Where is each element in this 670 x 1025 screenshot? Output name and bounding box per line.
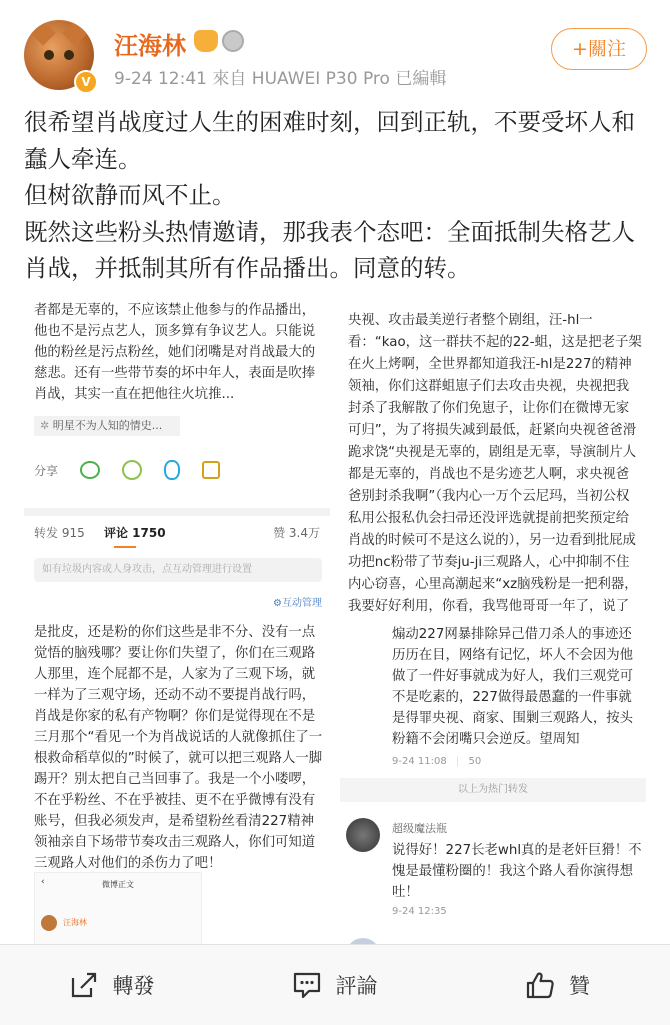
- link-text: 明星不为人知的情史...: [52, 419, 163, 432]
- mini-title: 微博正文: [102, 880, 134, 889]
- screenshot-top-left: [24, 296, 330, 614]
- link-card: [34, 416, 180, 436]
- comment-placeholder: 如有垃圾内容或人身攻击，点互动管理进行设置: [42, 564, 252, 575]
- post-meta: 9-24 12:41 來自 HUAWEI P30 Pro 已編輯: [114, 69, 447, 89]
- comment-input-hint: [34, 558, 322, 582]
- tab-like: 赞 3.4万: [273, 526, 320, 540]
- comment-icon: [292, 970, 322, 1000]
- comment-text: 说得好！227长老whl真的是老奸巨猾！不愧是最懂粉圈的！我这个路人看你演得想吐！: [392, 843, 642, 900]
- mgmt-icon: ⚙: [273, 598, 282, 609]
- screenshot-text: 煽动227网暴排除异己借刀杀人的事迹还历历在目，网络有记忆，坏人不会因为他做了一件好事就成为好人，我们三观党可不是吃素的，227做得最愚蠢的一件事就是得罪央视、商家、围剿三观路人，按头粉籍不会闭嘴只会逆反。望周知: [392, 627, 634, 747]
- link-icon: ✲: [40, 419, 53, 432]
- verified-badge-icon: V: [74, 70, 98, 94]
- username[interactable]: 汪海林: [114, 32, 186, 60]
- share-row: [34, 458, 324, 482]
- qq-icon: [164, 460, 180, 480]
- mini-back-icon: ‹: [41, 877, 45, 887]
- like-button[interactable]: [446, 945, 669, 1025]
- post-body: [24, 104, 648, 287]
- screenshot-bottom-left: [24, 620, 330, 946]
- repost-icon: [69, 970, 99, 1000]
- mini-name: 汪海林: [63, 918, 87, 927]
- crown-badge-icon: [194, 30, 218, 52]
- screenshot-top-right: [344, 296, 646, 614]
- mini-avatar: [41, 915, 57, 931]
- hot-label: 以上为热门转发: [458, 784, 528, 795]
- tab-divider: [24, 508, 330, 516]
- post-header: [0, 0, 670, 92]
- comment-time: 9-24 12:35: [392, 906, 447, 917]
- comment-label: 評論: [335, 974, 378, 998]
- like-label: 贊: [569, 974, 590, 998]
- repost-time: 9-24 11:08: [392, 756, 447, 767]
- tab-bar: [34, 524, 320, 544]
- thumbs-up-icon: [525, 970, 555, 1000]
- post-line: 很希望肖战度过人生的困难时刻，回到正轨，不要受坏人和蠢人牵连。: [24, 108, 635, 173]
- mini-screenshot: [34, 872, 202, 946]
- screenshot-bottom-right: [340, 620, 646, 946]
- post-line: 既然这些粉头热情邀请，那我表个态吧：全面抵制失格艺人肖战，并抵制其所有作品播出。同意的转。: [24, 217, 635, 282]
- post-line: 但树欲静而风不止。: [24, 181, 236, 209]
- repost-button[interactable]: [0, 945, 223, 1025]
- commenter-name: 超级魔法瓶: [392, 822, 447, 835]
- repost-meta: 9-24 11:08 | 50: [392, 756, 482, 767]
- attached-image[interactable]: [24, 296, 646, 946]
- medal-badge-icon: [222, 30, 244, 52]
- hot-divider: [340, 778, 646, 802]
- repost-likes: 50: [468, 756, 482, 767]
- share-label: 分享: [34, 463, 59, 478]
- mini-titlebar: [35, 879, 201, 890]
- commenter-avatar: [346, 818, 380, 852]
- screenshot-text: 是批皮，还是粉的你们这些是非不分、没有一点觉悟的脑残哪？要让你们失望了，你们在三观路人那里，连个屁都不是，人家为了三观下场，就一样为了三观守场，还动不动不要提肖战行吗，肖战是你家的私有产物啊？你们是觉得现在不是三月那个“看见一个为肖战说话的人就像抓住了一根救命稻草似的”时候了，就可以把三观路人一脚踢开？别太把自己当回事了。我是一个小喽啰，不在乎粉丝、不在乎被挂、更不在乎微博有没有账号，但我必须发声，是希望粉丝看清227精神领袖亲自下场带节奏攻击三观路人，你们可知道三观路人对他们的杀伤力了吧！: [34, 625, 323, 871]
- interaction-mgmt-link: [273, 594, 322, 609]
- tab-repost: 转发 915: [34, 526, 85, 540]
- wechat-icon: [80, 461, 100, 479]
- action-bar: [0, 944, 670, 1025]
- repost-label: 轉發: [112, 974, 155, 998]
- screenshot-text: 央视、攻击最美逆行者整个剧组，汪-hl一看：“kao，这一群扶不起的22-蛆，这是把老子架在火上烤啊，全世界都知道我汪-hl是227的精神领袖，你们这群蛆崽子们去攻击央视，央视把我封杀了我解散了你们免崽子，让你们在微博无家可归”，为了将损失减到最低，赶紧向央视爸爸滑跪求饶“央视是无辜的，剧组是无辜，导演制片人都是无辜的，肖战也不是劣迹艺人啊，求央视爸爸别封杀我啊”（我内心一万个云尼玛，当初公权私用公报私仇会扫帚还没评选就提前把奖预定给肖战的时候可不是这么说的），另一边看到批屁成功把nc粉带了节奏ju-ji三观路人，心中抑制不住内心窃喜，心里高潮起来“xz脑残粉是一把利器，我要好好利用，你看，我骂他哥哥一年了，说了: [348, 313, 642, 614]
- moments-icon: [122, 460, 142, 480]
- chart-share-icon: [202, 461, 220, 479]
- tab-comment: 评论 1750: [104, 526, 166, 540]
- follow-button[interactable]: +關注: [551, 28, 647, 70]
- comment-button[interactable]: [223, 945, 446, 1025]
- screenshot-text: 者都是无辜的，不应该禁止他参与的作品播出，他也不是污点艺人，顶多算有争议艺人。只能说他的粉丝是污点粉丝，她们闭嘴是对肖战最大的慈悲。还有一些带节奏的坏中年人，表面是吹捧肖战，其实一直在把他往火坑推...: [34, 303, 316, 402]
- mgmt-label: 互动管理: [282, 598, 322, 609]
- tab-underline: [114, 546, 136, 548]
